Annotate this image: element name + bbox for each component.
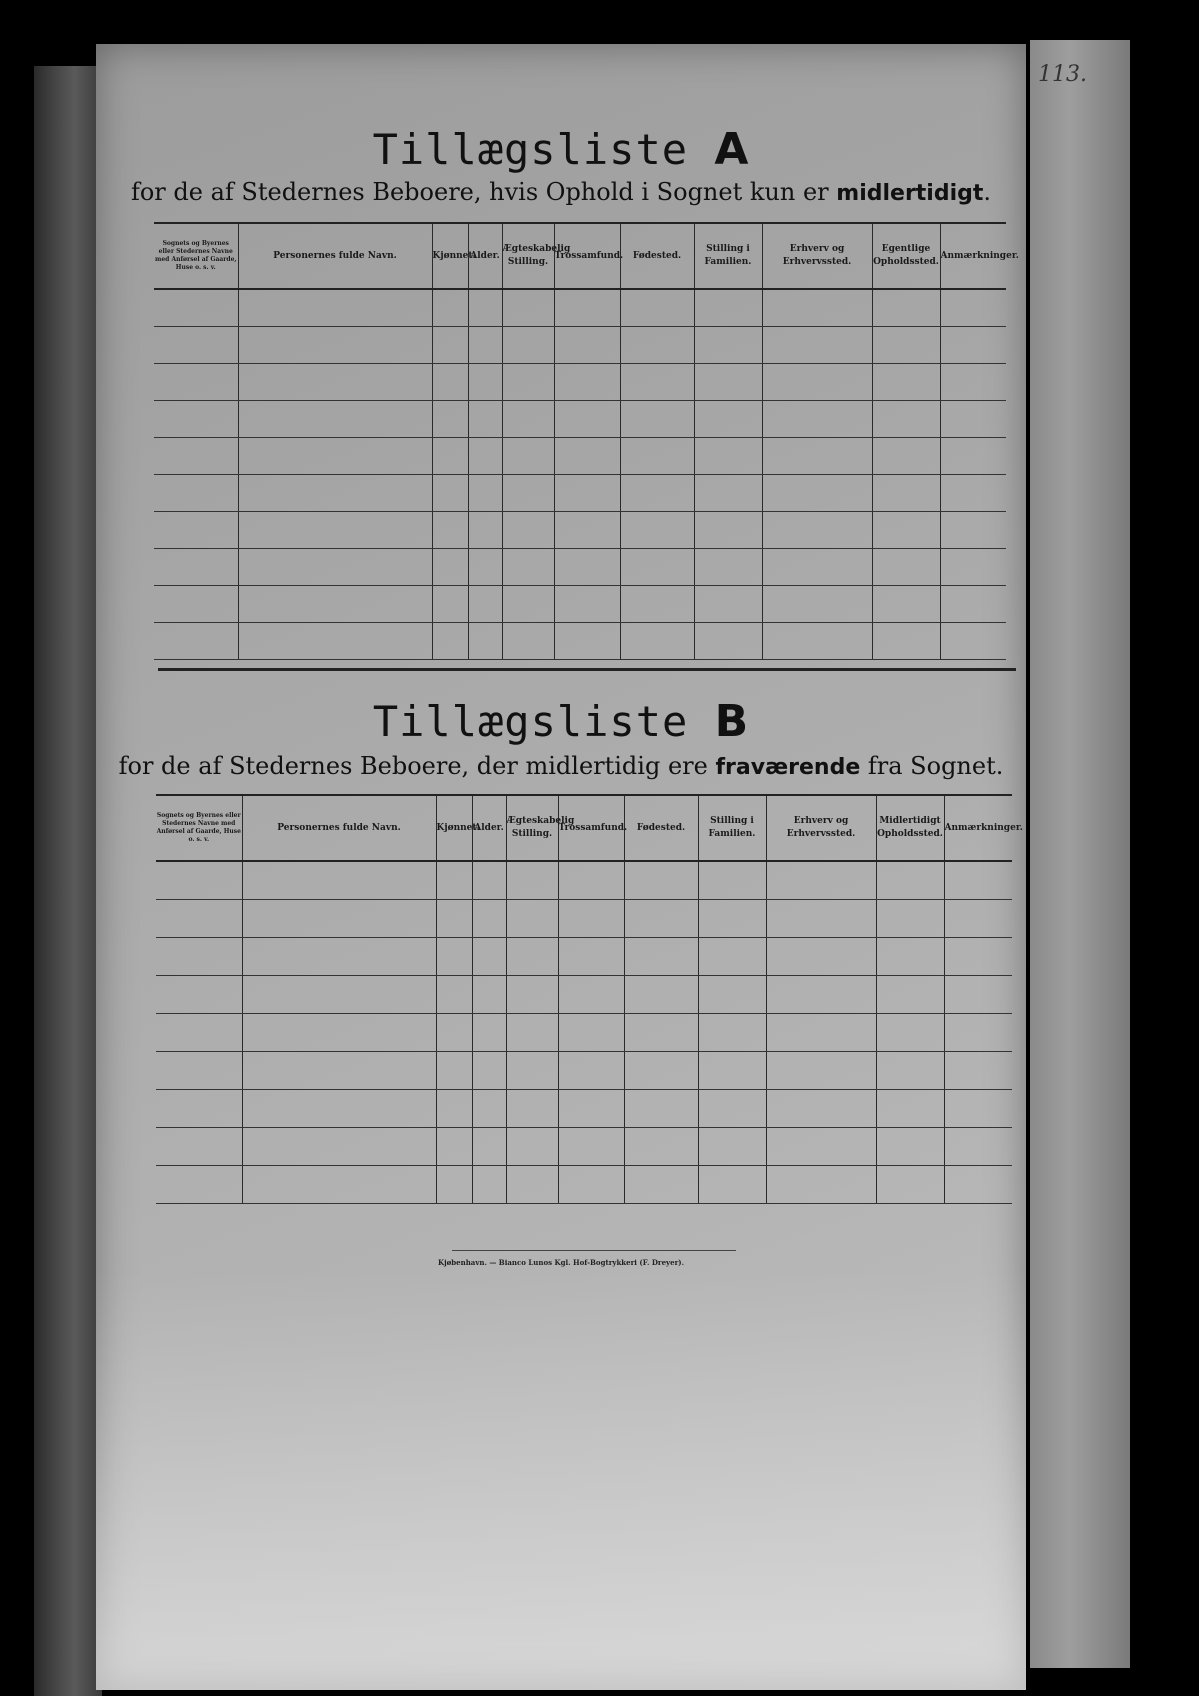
list-a-cell: [154, 474, 238, 511]
list-a-cell: [502, 437, 554, 474]
list-b-cell: [624, 1089, 698, 1127]
list-b-header-row: [156, 795, 1012, 861]
list-a-row: [154, 548, 1006, 585]
list-a-cell: [620, 400, 694, 437]
list-b-cell: [506, 1013, 558, 1051]
list-b-row: [156, 1165, 1012, 1203]
list-b-cell: [698, 899, 766, 937]
list-a-cell: [554, 548, 620, 585]
list-a-cell: [872, 400, 940, 437]
list-a-cell: [154, 585, 238, 622]
list-b-cell: [558, 1127, 624, 1165]
list-a-cell: [694, 326, 762, 363]
list-a-cell: [432, 548, 468, 585]
list-b-cell: [242, 1127, 436, 1165]
list-a-cell: [468, 437, 502, 474]
list-a-cell: [502, 326, 554, 363]
list-b-col-name: Personernes fulde Navn.: [242, 795, 436, 861]
list-b-cell: [558, 1165, 624, 1203]
list-b-cell: [876, 975, 944, 1013]
list-a-cell: [762, 585, 872, 622]
list-b-cell: [436, 1089, 472, 1127]
list-a-col-sex: Kjønnet.: [432, 223, 468, 289]
list-b-cell: [766, 899, 876, 937]
list-a-cell: [620, 548, 694, 585]
list-b-cell: [876, 899, 944, 937]
list-a-header-row: [154, 223, 1006, 289]
list-b-cell: [944, 861, 1012, 899]
list-a-cell: [762, 548, 872, 585]
list-b-col-occupation: Erhverv og Erhvervssted.: [766, 795, 876, 861]
list-a-cell: [154, 363, 238, 400]
list-a-cell: [762, 363, 872, 400]
list-a-row: [154, 622, 1006, 659]
list-b-subtitle-pre: for de af Stedernes Beboere, der midlertidig ere: [118, 752, 716, 780]
list-b-cell: [156, 861, 242, 899]
list-a-cell: [940, 437, 1006, 474]
list-b-cell: [766, 861, 876, 899]
paper-highlight: [96, 1270, 1026, 1690]
list-b-col-marital: Ægteskabelig Stilling.: [506, 795, 558, 861]
list-b-cell: [472, 937, 506, 975]
list-a-title: [96, 124, 1026, 175]
list-b-cell: [624, 937, 698, 975]
list-b-cell: [698, 1051, 766, 1089]
list-a-col-age: Alder.: [468, 223, 502, 289]
list-a-cell: [468, 548, 502, 585]
list-b-cell: [624, 975, 698, 1013]
list-a-cell: [432, 474, 468, 511]
census-form-page: [96, 44, 1026, 1690]
list-a-cell: [872, 474, 940, 511]
list-b-cell: [624, 1165, 698, 1203]
list-b-subtitle-bold: fraværende: [715, 755, 861, 780]
list-a-cell: [554, 474, 620, 511]
list-a-subtitle-pre: for de af Stedernes Beboere, hvis Ophold i Sognet kun er: [130, 178, 837, 206]
list-b-col-remarks: Anmærkninger.: [944, 795, 1012, 861]
list-b-col-residence: Midlertidigt Opholdssted.: [876, 795, 944, 861]
list-a-row: [154, 437, 1006, 474]
list-a-cell: [238, 437, 432, 474]
list-b-cell: [242, 975, 436, 1013]
list-a-col-place: Sognets og Byernes eller Stedernes Navne med Anførsel af Gaarde, Huse o. s. v.: [154, 223, 238, 289]
list-a-cell: [872, 437, 940, 474]
list-a-cell: [762, 511, 872, 548]
list-a-row: [154, 585, 1006, 622]
list-b-row: [156, 899, 1012, 937]
list-b-cell: [156, 1013, 242, 1051]
list-a-cell: [940, 289, 1006, 326]
printer-imprint: Kjøbenhavn. — Bianco Lunos Kgl. Hof-Bogtrykkeri (F. Dreyer).: [437, 1258, 685, 1267]
footer-rule: [452, 1250, 736, 1251]
list-a-cell: [620, 289, 694, 326]
list-a-cell: [554, 289, 620, 326]
list-a-cell: [620, 363, 694, 400]
list-b-cell: [766, 937, 876, 975]
list-a-cell: [238, 326, 432, 363]
list-a-row: [154, 326, 1006, 363]
list-a-cell: [554, 437, 620, 474]
list-b-cell: [698, 975, 766, 1013]
list-b-cell: [698, 1127, 766, 1165]
list-b-row: [156, 861, 1012, 899]
list-a-cell: [468, 511, 502, 548]
list-a-row: [154, 400, 1006, 437]
list-a-cell: [154, 622, 238, 659]
list-a-col-marital: Ægteskabelig Stilling.: [502, 223, 554, 289]
list-b-cell: [624, 899, 698, 937]
list-b-cell: [876, 1127, 944, 1165]
list-a-cell: [432, 511, 468, 548]
list-a-cell: [154, 289, 238, 326]
list-a-cell: [872, 289, 940, 326]
list-b-cell: [436, 1127, 472, 1165]
list-a-cell: [620, 474, 694, 511]
list-a-col-name: Personernes fulde Navn.: [238, 223, 432, 289]
adjacent-page: [1030, 40, 1130, 1668]
list-b-subtitle: [96, 752, 1026, 780]
list-b-cell: [944, 1089, 1012, 1127]
list-a-cell: [154, 548, 238, 585]
list-a-letter: A: [714, 124, 750, 175]
list-b-cell: [436, 1165, 472, 1203]
list-a-col-occupation: Erhverv og Erhvervssted.: [762, 223, 872, 289]
list-b-cell: [436, 861, 472, 899]
list-b-cell: [944, 937, 1012, 975]
list-a-cell: [468, 622, 502, 659]
list-a-cell: [694, 511, 762, 548]
list-a-cell: [554, 363, 620, 400]
list-a-cell: [238, 511, 432, 548]
list-b-letter: B: [714, 696, 750, 747]
list-b-cell: [436, 899, 472, 937]
list-b-row: [156, 1051, 1012, 1089]
list-b-cell: [156, 1165, 242, 1203]
list-a-cell: [238, 474, 432, 511]
list-a-cell: [872, 511, 940, 548]
list-b-cell: [766, 975, 876, 1013]
list-a-cell: [940, 400, 1006, 437]
list-a-cell: [620, 437, 694, 474]
list-b-table: [156, 794, 1023, 1204]
list-a-subtitle: [96, 178, 1026, 206]
list-a-cell: [502, 289, 554, 326]
list-b-cell: [242, 1089, 436, 1127]
list-b-cell: [506, 1089, 558, 1127]
list-b-col-age: Alder.: [472, 795, 506, 861]
list-b-cell: [558, 975, 624, 1013]
list-b-cell: [766, 1013, 876, 1051]
list-a-cell: [694, 548, 762, 585]
list-a-cell: [694, 474, 762, 511]
list-b-cell: [944, 1165, 1012, 1203]
list-a-cell: [940, 474, 1006, 511]
list-b-cell: [766, 1051, 876, 1089]
list-a-cell: [502, 548, 554, 585]
list-a-col-remarks: Anmærkninger.: [940, 223, 1006, 289]
list-b-cell: [766, 1089, 876, 1127]
list-b-col-birthplace: Fødested.: [624, 795, 698, 861]
list-a-cell: [694, 622, 762, 659]
list-b-cell: [156, 975, 242, 1013]
list-a-col-birthplace: Fødested.: [620, 223, 694, 289]
list-b-cell: [944, 1051, 1012, 1089]
list-b-cell: [506, 899, 558, 937]
list-b-cell: [156, 1089, 242, 1127]
list-a-row: [154, 289, 1006, 326]
list-b-cell: [558, 899, 624, 937]
list-a-cell: [872, 622, 940, 659]
list-a-cell: [154, 511, 238, 548]
list-b-cell: [876, 861, 944, 899]
list-a-cell: [154, 437, 238, 474]
list-a-cell: [432, 363, 468, 400]
list-b-cell: [698, 1165, 766, 1203]
list-a-cell: [762, 326, 872, 363]
list-a-cell: [694, 289, 762, 326]
list-b-row: [156, 1127, 1012, 1165]
list-b-cell: [558, 1051, 624, 1089]
list-a-cell: [502, 511, 554, 548]
list-b-cell: [944, 899, 1012, 937]
list-b-cell: [156, 899, 242, 937]
list-b-cell: [876, 937, 944, 975]
list-a-cell: [468, 326, 502, 363]
list-b-cell: [876, 1089, 944, 1127]
list-a-subtitle-bold: midlertidigt: [836, 181, 984, 206]
list-a-cell: [502, 585, 554, 622]
list-a-cell: [554, 585, 620, 622]
list-b-cell: [242, 1013, 436, 1051]
list-b-cell: [436, 1013, 472, 1051]
list-a-cell: [620, 326, 694, 363]
list-a-cell: [238, 585, 432, 622]
list-a-cell: [872, 326, 940, 363]
list-b-cell: [506, 861, 558, 899]
list-a-cell: [468, 400, 502, 437]
list-b-row: [156, 1013, 1012, 1051]
list-a-cell: [154, 400, 238, 437]
list-b-cell: [242, 937, 436, 975]
list-b-cell: [558, 937, 624, 975]
list-a-table: [154, 222, 1019, 660]
list-a-row: [154, 511, 1006, 548]
book-edge: [34, 66, 102, 1696]
list-b-cell: [624, 1127, 698, 1165]
list-a-cell: [694, 437, 762, 474]
list-a-cell: [762, 289, 872, 326]
list-a-cell: [238, 548, 432, 585]
list-b-row: [156, 1089, 1012, 1127]
list-b-cell: [472, 975, 506, 1013]
list-b-row: [156, 975, 1012, 1013]
list-a-cell: [872, 585, 940, 622]
list-a-cell: [554, 622, 620, 659]
list-a-cell: [554, 511, 620, 548]
list-a-cell: [694, 400, 762, 437]
list-a-cell: [502, 400, 554, 437]
list-a-cell: [762, 622, 872, 659]
list-b-cell: [876, 1051, 944, 1089]
list-a-cell: [762, 474, 872, 511]
list-a-cell: [432, 585, 468, 622]
list-a-cell: [468, 289, 502, 326]
list-b-cell: [472, 861, 506, 899]
list-b-cell: [698, 861, 766, 899]
list-b-col-place: Sognets og Byernes eller Stedernes Navne med Anførsel af Gaarde, Huse o. s. v.: [156, 795, 242, 861]
list-b-cell: [624, 1013, 698, 1051]
list-b-cell: [506, 1051, 558, 1089]
list-b-cell: [698, 1013, 766, 1051]
list-b-col-religion: Trossamfund.: [558, 795, 624, 861]
list-b-cell: [472, 1051, 506, 1089]
list-b-cell: [876, 1165, 944, 1203]
list-a-cell: [468, 474, 502, 511]
list-a-cell: [238, 622, 432, 659]
list-a-cell: [694, 585, 762, 622]
list-a-cell: [940, 511, 1006, 548]
list-a-cell: [432, 437, 468, 474]
list-a-subtitle-post: .: [983, 178, 992, 206]
list-a-cell: [432, 289, 468, 326]
list-b-cell: [766, 1165, 876, 1203]
list-a-cell: [872, 363, 940, 400]
list-b-cell: [156, 1051, 242, 1089]
list-b-cell: [558, 1089, 624, 1127]
list-b-cell: [698, 1089, 766, 1127]
list-a-col-family-position: Stilling i Familien.: [694, 223, 762, 289]
list-b-cell: [156, 1127, 242, 1165]
page-number: 113.: [1038, 62, 1087, 87]
list-a-cell: [238, 363, 432, 400]
list-a-cell: [502, 622, 554, 659]
list-b-col-family-position: Stilling i Familien.: [698, 795, 766, 861]
list-b-cell: [944, 1127, 1012, 1165]
list-a-cell: [238, 400, 432, 437]
list-a-cell: [940, 548, 1006, 585]
list-a-title-text: Tillægsliste: [372, 125, 689, 174]
list-b-cell: [472, 1165, 506, 1203]
list-a-cell: [502, 363, 554, 400]
list-b-cell: [558, 861, 624, 899]
list-b-cell: [624, 1051, 698, 1089]
list-b-cell: [242, 1051, 436, 1089]
list-a-cell: [432, 326, 468, 363]
list-b-cell: [436, 937, 472, 975]
list-a-cell: [940, 363, 1006, 400]
list-b-cell: [242, 861, 436, 899]
list-b-cell: [472, 1089, 506, 1127]
list-b-cell: [624, 861, 698, 899]
list-b-cell: [766, 1127, 876, 1165]
list-a-cell: [940, 326, 1006, 363]
list-b-title-text: Tillægsliste: [372, 697, 689, 746]
list-a-cell: [468, 585, 502, 622]
list-a-row: [154, 474, 1006, 511]
list-b-cell: [472, 899, 506, 937]
list-b-subtitle-post: fra Sognet.: [860, 752, 1004, 780]
list-b-cell: [242, 899, 436, 937]
list-a-cell: [694, 363, 762, 400]
list-a-cell: [554, 400, 620, 437]
list-a-cell: [432, 622, 468, 659]
list-a-cell: [762, 437, 872, 474]
list-b-cell: [436, 1051, 472, 1089]
list-a-col-religion: Trossamfund.: [554, 223, 620, 289]
list-b-cell: [698, 937, 766, 975]
list-b-cell: [506, 975, 558, 1013]
list-a-cell: [554, 326, 620, 363]
list-b-title: [96, 696, 1026, 747]
list-a-cell: [502, 474, 554, 511]
list-b-cell: [876, 1013, 944, 1051]
section-divider: [158, 668, 1016, 671]
list-a-cell: [940, 585, 1006, 622]
list-b-cell: [472, 1013, 506, 1051]
list-b-cell: [472, 1127, 506, 1165]
list-a-cell: [620, 622, 694, 659]
list-a-col-residence: Egentlige Opholdssted.: [872, 223, 940, 289]
list-a-cell: [762, 400, 872, 437]
list-a-cell: [620, 511, 694, 548]
list-a-cell: [620, 585, 694, 622]
list-b-cell: [506, 937, 558, 975]
list-a-cell: [872, 548, 940, 585]
list-a-cell: [238, 289, 432, 326]
list-b-cell: [558, 1013, 624, 1051]
list-a-cell: [432, 400, 468, 437]
list-b-cell: [506, 1127, 558, 1165]
list-b-cell: [944, 975, 1012, 1013]
list-b-cell: [242, 1165, 436, 1203]
list-b-row: [156, 937, 1012, 975]
list-b-cell: [436, 975, 472, 1013]
list-a-cell: [154, 326, 238, 363]
list-b-col-sex: Kjønnet.: [436, 795, 472, 861]
list-a-row: [154, 363, 1006, 400]
list-a-cell: [468, 363, 502, 400]
list-a-cell: [940, 622, 1006, 659]
list-b-cell: [944, 1013, 1012, 1051]
list-b-cell: [506, 1165, 558, 1203]
list-b-cell: [156, 937, 242, 975]
